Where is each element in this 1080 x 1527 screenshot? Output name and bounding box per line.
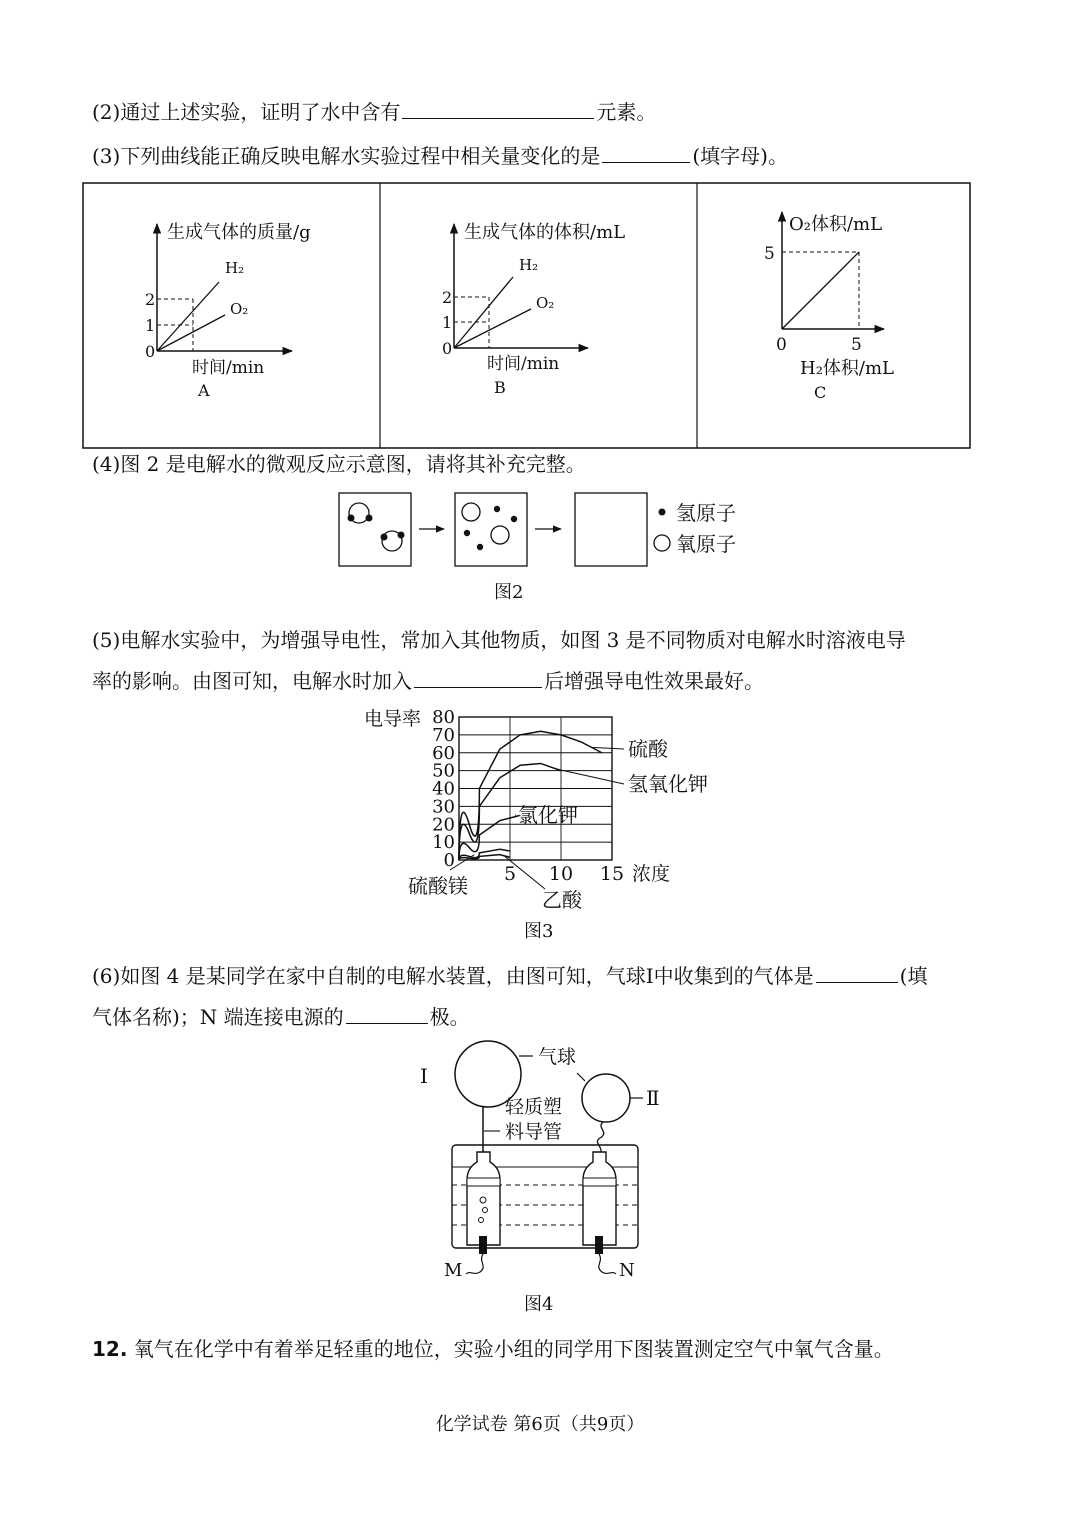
fig2-box-3-empty	[575, 493, 647, 566]
graph-a-tick-0: 0	[145, 342, 156, 361]
question-5-line-2	[92, 667, 764, 695]
chart-y-tick: 20	[432, 814, 455, 836]
question-12	[92, 1335, 894, 1363]
bottle-1	[467, 1152, 500, 1245]
oxygen-atom-icon	[654, 535, 670, 551]
fig2-legend-h: 氢原子	[676, 501, 736, 525]
q3-text: (3)下列曲线能正确反映电解水实验过程中相关量变化的是	[92, 144, 601, 168]
question-4	[92, 450, 586, 478]
fig4-balloon-label: 气球	[538, 1046, 577, 1068]
chart-y-tick: 40	[432, 778, 455, 800]
q5-text-1: (5)电解水实验中，为增强导电性，常加入其他物质，如图 3 是不同物质对电解水时溶液电导	[92, 628, 906, 652]
figure-2	[339, 493, 736, 603]
graph-b-o2-line	[454, 309, 531, 348]
q6-answer-blank-1[interactable]	[816, 962, 898, 983]
q12-text: 氧气在化学中有着举足轻重的地位，实验小组的同学用下图装置测定空气中氧气含量。	[127, 1337, 894, 1361]
fig4-caption: 图4	[524, 1294, 554, 1315]
hydrogen-atom-icon	[659, 509, 666, 516]
graph-b-h2-label: H₂	[519, 256, 539, 274]
q6-text-1: (6)如图 4 是某同学在家中自制的电解水装置，由图可知，气球Ⅰ中收集到的气体是	[92, 964, 814, 988]
question-6-line-1	[92, 962, 927, 990]
chart-y-tick: 50	[432, 760, 455, 782]
graph-b-letter: B	[494, 378, 506, 397]
tube-2	[597, 1122, 603, 1155]
graph-c-tick-y: 5	[764, 244, 775, 264]
graph-b-xlabel: 时间/min	[487, 354, 560, 374]
chart-series-label: 氢氧化钾	[628, 772, 708, 796]
chart-y-tick: 80	[432, 707, 455, 728]
chart-y-tick: 10	[432, 832, 455, 854]
chart-series-label: 乙酸	[542, 888, 582, 912]
chart-y-tick: 0	[443, 850, 455, 871]
q4-text: (4)图 2 是电解水的微观反应示意图，请将其补充完整。	[92, 452, 586, 476]
question-5-line-1	[92, 626, 906, 654]
q6-suffix-2: 极。	[429, 1005, 470, 1029]
graph-b-o2-label: O₂	[536, 294, 555, 312]
graph-c-origin: 0	[776, 335, 787, 355]
graph-b-tick-1: 1	[442, 313, 453, 332]
fig4-n-terminal: N	[619, 1260, 635, 1281]
graph-a-ylabel: 生成气体的质量/g	[167, 222, 311, 243]
q2-text: (2)通过上述实验，证明了水中含有	[92, 100, 401, 124]
fig2-box-1	[339, 493, 411, 566]
graph-a-o2-line	[157, 315, 225, 351]
chart-x-tick: 10	[548, 863, 574, 885]
chart-x-tick: 5	[503, 863, 517, 885]
graph-b-tick-0: 0	[442, 339, 453, 358]
graph-b	[442, 222, 625, 397]
question-6-line-2	[92, 1003, 470, 1031]
graph-a-tick-2: 2	[145, 290, 156, 309]
graph-c	[764, 212, 894, 402]
fig4-roman-2: Ⅱ	[646, 1086, 660, 1110]
page-footer: 化学试卷 第6页（共9页）	[435, 1414, 645, 1435]
graph-a-letter: A	[198, 381, 210, 400]
chart-series-label: 硫酸	[628, 737, 668, 761]
graph-a-xlabel: 时间/min	[192, 358, 265, 378]
chart-series-line	[459, 731, 602, 860]
graph-a	[145, 222, 311, 400]
fig3-caption: 图3	[524, 921, 554, 942]
chart-x-tick: 15	[599, 863, 625, 885]
chart-ylabel: 电导率	[364, 708, 422, 730]
q3-suffix: (填字母)。	[692, 144, 788, 168]
balloon-2	[582, 1074, 630, 1122]
figure-3-chart	[364, 707, 708, 942]
q5-text-2: 率的影响。由图可知，电解水时加入	[92, 669, 412, 693]
chart-y-tick: 70	[432, 724, 455, 746]
q5-suffix: 后增强导电性效果最好。	[544, 669, 764, 693]
q2-suffix: 元素。	[596, 100, 657, 124]
q5-answer-blank[interactable]	[414, 667, 542, 688]
bottle-2	[583, 1152, 616, 1245]
graph-b-tick-2: 2	[442, 288, 453, 307]
chart-series-label: 硫酸镁	[408, 874, 468, 898]
graph-c-xlabel: H₂体积/mL	[800, 358, 894, 379]
graph-a-o2-label: O₂	[230, 300, 249, 318]
figure-4	[420, 1041, 660, 1315]
graph-b-ylabel: 生成气体的体积/mL	[464, 222, 626, 243]
graph-c-line	[782, 252, 859, 329]
fig4-m-terminal: M	[444, 1260, 463, 1281]
graph-c-ylabel: O₂体积/mL	[789, 214, 883, 235]
q6-text-2: 气体名称)；N 端连接电源的	[92, 1005, 344, 1029]
graph-a-h2-label: H₂	[225, 259, 245, 277]
fig2-caption: 图2	[494, 582, 524, 603]
fig4-roman-1: Ⅰ	[420, 1064, 428, 1088]
q6-suffix-1: (填	[899, 964, 928, 988]
chart-label-leader	[556, 769, 624, 784]
chart-y-tick: 30	[432, 796, 455, 818]
chart-xlabel: 浓度	[632, 863, 671, 885]
graph-b-h2-line	[454, 277, 513, 348]
q6-answer-blank-2[interactable]	[346, 1003, 428, 1024]
chart-series-label: 氯化钾	[518, 803, 578, 827]
fig4-tube-label-2: 料导管	[505, 1121, 563, 1143]
chart-y-tick: 60	[432, 742, 455, 764]
q12-number: 12.	[92, 1337, 128, 1361]
graph-a-tick-1: 1	[145, 316, 156, 335]
chart-label-leader	[592, 747, 624, 749]
graph-a-h2-line	[157, 282, 219, 351]
graph-c-letter: C	[814, 383, 827, 402]
graph-c-tick-x: 5	[851, 335, 862, 355]
fig2-legend-o: 氧原子	[676, 532, 736, 556]
fig4-tube-label-1: 轻质塑	[505, 1096, 563, 1118]
